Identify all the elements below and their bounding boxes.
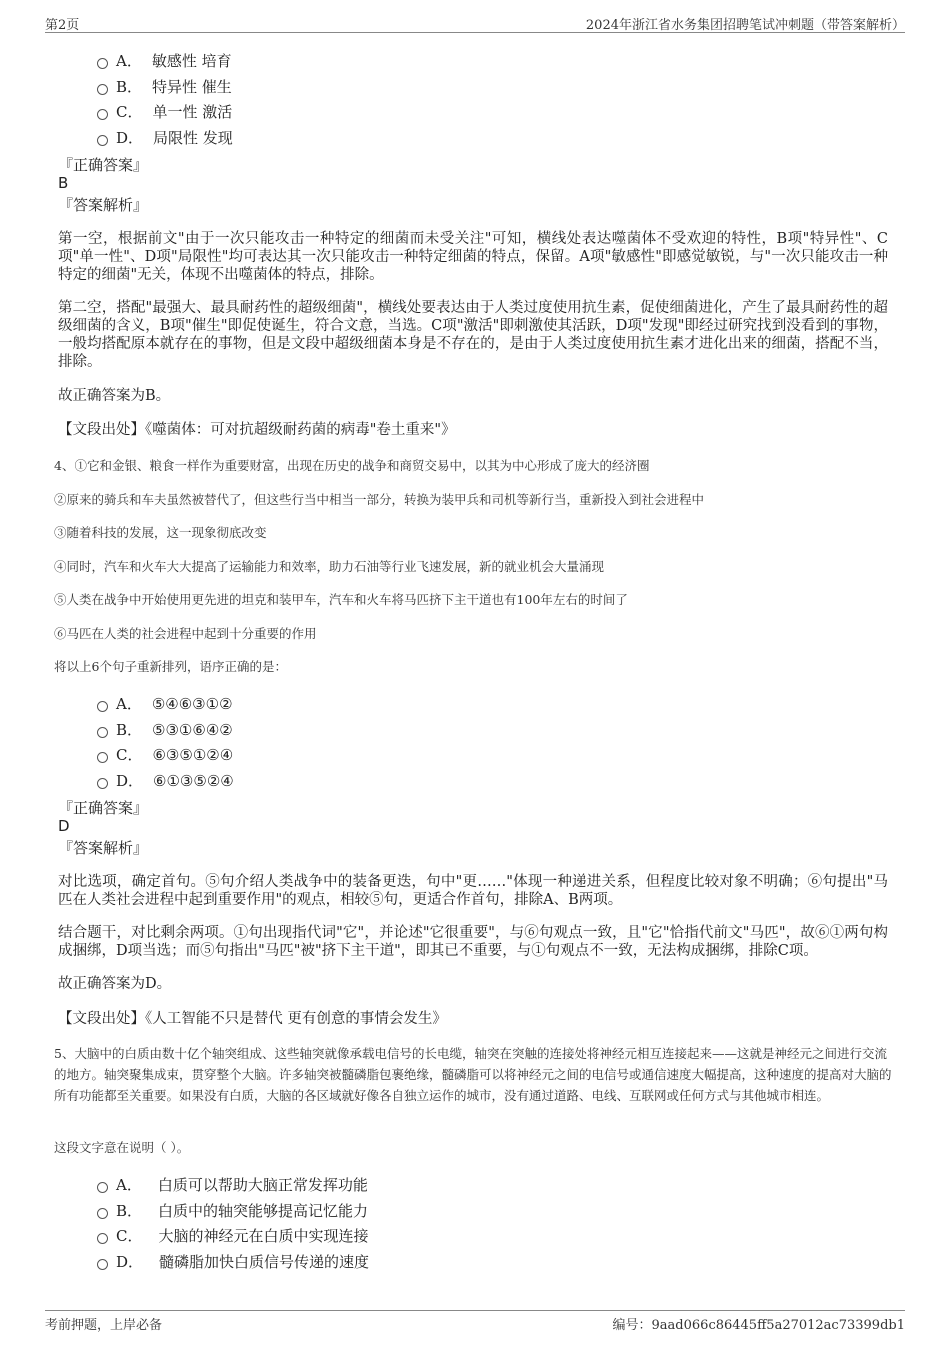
page-footer bbox=[45, 1310, 905, 1335]
radio-icon[interactable] bbox=[97, 1233, 108, 1244]
q4-sentence-5: ⑤人类在战争中开始使用更先进的坦克和装甲车，汽车和火车将马匹挤下主干道也有100年左右的时间了 bbox=[54, 592, 628, 607]
q4-sentence-4: ④同时，汽车和火车大大提高了运输能力和效率，助力石油等行业飞速发展，新的就业机会大量涌现 bbox=[54, 559, 605, 574]
q4-source: 【文段出处】《人工智能不只是替代 更有创意的事情会发生》 bbox=[58, 1011, 447, 1027]
q4-sentence-1: 4、①它和金银、粮食一样作为重要财富，出现在历史的战争和商贸交易中，以其为中心形成了庞大的经济圈 bbox=[54, 458, 650, 473]
q3-analysis-p1: 第一空，根据前文"由于一次只能攻击一种特定的细菌而未受关注"可知，横线处表达噬菌体不受欢迎的特性，B项"特异性"、C项"单一性"、D项"局限性"均可表达其一次只能攻击一种特定细菌的特点，保留。A项"敏感性"即感觉敏锐，与"一次只能攻击一种特定的细菌"无关，体现不出噬菌体的特点，排除。 bbox=[58, 231, 888, 283]
q3-analysis-conclusion: 故正确答案为B。 bbox=[58, 388, 171, 404]
radio-icon[interactable] bbox=[97, 135, 108, 146]
q4-analysis-p1: 对比选项，确定首句。⑤句介绍人类战争中的装备更迭，句中"更……"体现一种递进关系，但程度比较对象不明确；⑥句提出"马匹在人类社会进程中起到重要作用"的观点，相较⑤句，更适合作首句，排除A、B两项。 bbox=[58, 874, 888, 908]
q4-analysis-label: 『答案解析』 bbox=[58, 839, 149, 857]
q3-option-c[interactable]: C． 单一性 激活 bbox=[97, 101, 232, 122]
radio-icon[interactable] bbox=[97, 1182, 108, 1193]
radio-icon[interactable] bbox=[97, 701, 108, 712]
q4-correct-label: 『正确答案』 bbox=[58, 799, 149, 817]
radio-icon[interactable] bbox=[97, 778, 108, 789]
q4-analysis-conclusion: 故正确答案为D。 bbox=[58, 976, 172, 992]
radio-icon[interactable] bbox=[97, 727, 108, 738]
radio-icon[interactable] bbox=[97, 58, 108, 69]
q5-option-a[interactable]: A． 白质可以帮助大脑正常发挥功能 bbox=[97, 1174, 368, 1195]
q3-source: 【文段出处】《噬菌体：可对抗超级耐药菌的病毒"卷土重来"》 bbox=[58, 422, 456, 438]
q4-option-a[interactable]: A． ⑤④⑥③①② bbox=[97, 693, 233, 714]
q4-prompt: 将以上6个句子重新排列，语序正确的是： bbox=[54, 659, 287, 674]
page-header bbox=[45, 12, 905, 33]
radio-icon[interactable] bbox=[97, 84, 108, 95]
radio-icon[interactable] bbox=[97, 1208, 108, 1219]
q5-option-b[interactable]: B． 白质中的轴突能够提高记忆能力 bbox=[97, 1200, 368, 1221]
q4-sentence-2: ②原来的骑兵和车夫虽然被替代了，但这些行当中相当一部分，转换为装甲兵和司机等新行当，重新投入到社会进程中 bbox=[54, 492, 705, 507]
q4-sentence-3: ③随着科技的发展，这一现象彻底改变 bbox=[54, 525, 267, 540]
q3-option-b[interactable]: B． 特异性 催生 bbox=[97, 76, 232, 97]
radio-icon[interactable] bbox=[97, 109, 108, 120]
q3-analysis-p2: 第二空，搭配"最强大、最具耐药性的超级细菌"，横线处要表达由于人类过度使用抗生素，促使细菌进化，产生了最具耐药性的超级细菌的含义，B项"催生"即促使诞生，符合文意，当选。C项"激活"即刺激使其活跃，D项"发现"即经过研究找到没看到的事物，一般均搭配原本就存在的事物，但是文段中超级细菌本身是不存在的，是由于人类过度使用抗生素才进化出来的细菌，搭配不当，排除。 bbox=[58, 300, 888, 370]
q5-passage: 5、大脑中的白质由数十亿个轴突组成、这些轴突就像承载电信号的长电缆，轴突在突触的连接处将神经元相互连接起来——这就是神经元之间进行交流的地方。轴突聚集成束，贯穿整个大脑。许多轴突被髓磷脂包裹绝缘，髓磷脂可以将神经元之间的电信号或通信速度大幅提高，这种速度的提高对大脑的所有功能都至关重要。如果没有白质，大脑的各区域就好像各自独立运作的城市，没有通过道路、电线、互联网或任何方式与其他城市相连。 bbox=[54, 1046, 892, 1103]
q4-option-b[interactable]: B． ⑤③①⑥④② bbox=[97, 719, 233, 740]
q5-option-d[interactable]: D． 髓磷脂加快白质信号传递的速度 bbox=[97, 1251, 369, 1272]
radio-icon[interactable] bbox=[97, 752, 108, 763]
q4-analysis-p2: 结合题干，对比剩余两项。①句出现指代词"它"，并论述"它很重要"，与⑥句观点一致，且"它"恰指代前文"马匹"，故⑥①两句构成捆绑，D项当选；而⑤句指出"马匹"被"挤下主干道"，即其已不重要，与①句观点不一致，无法构成捆绑，排除C项。 bbox=[58, 925, 888, 959]
q4-sentence-6: ⑥马匹在人类的社会进程中起到十分重要的作用 bbox=[54, 626, 317, 641]
q3-correct-label: 『正确答案』 bbox=[58, 156, 149, 174]
q5-option-c[interactable]: C． 大脑的神经元在白质中实现连接 bbox=[97, 1225, 369, 1246]
q3-option-d[interactable]: D． 局限性 发现 bbox=[97, 127, 233, 148]
document-id: 编号：9aad066c86445ff5a27012ac73399db1 bbox=[612, 1318, 905, 1333]
footer-slogan: 考前押题，上岸必备 bbox=[45, 1318, 163, 1333]
q3-answer: B bbox=[58, 174, 69, 192]
q3-option-a[interactable]: A． 敏感性 培育 bbox=[97, 50, 232, 71]
page-number: 第2页 bbox=[45, 18, 80, 33]
q4-option-d[interactable]: D． ⑥①③⑤②④ bbox=[97, 770, 234, 791]
q4-answer: D bbox=[58, 817, 70, 835]
q3-analysis-label: 『答案解析』 bbox=[58, 196, 149, 214]
document-title: 2024年浙江省水务集团招聘笔试冲刺题（带答案解析） bbox=[585, 18, 905, 33]
q5-prompt: 这段文字意在说明（ ）。 bbox=[54, 1140, 190, 1155]
radio-icon[interactable] bbox=[97, 1259, 108, 1270]
q4-option-c[interactable]: C． ⑥③⑤①②④ bbox=[97, 744, 233, 765]
